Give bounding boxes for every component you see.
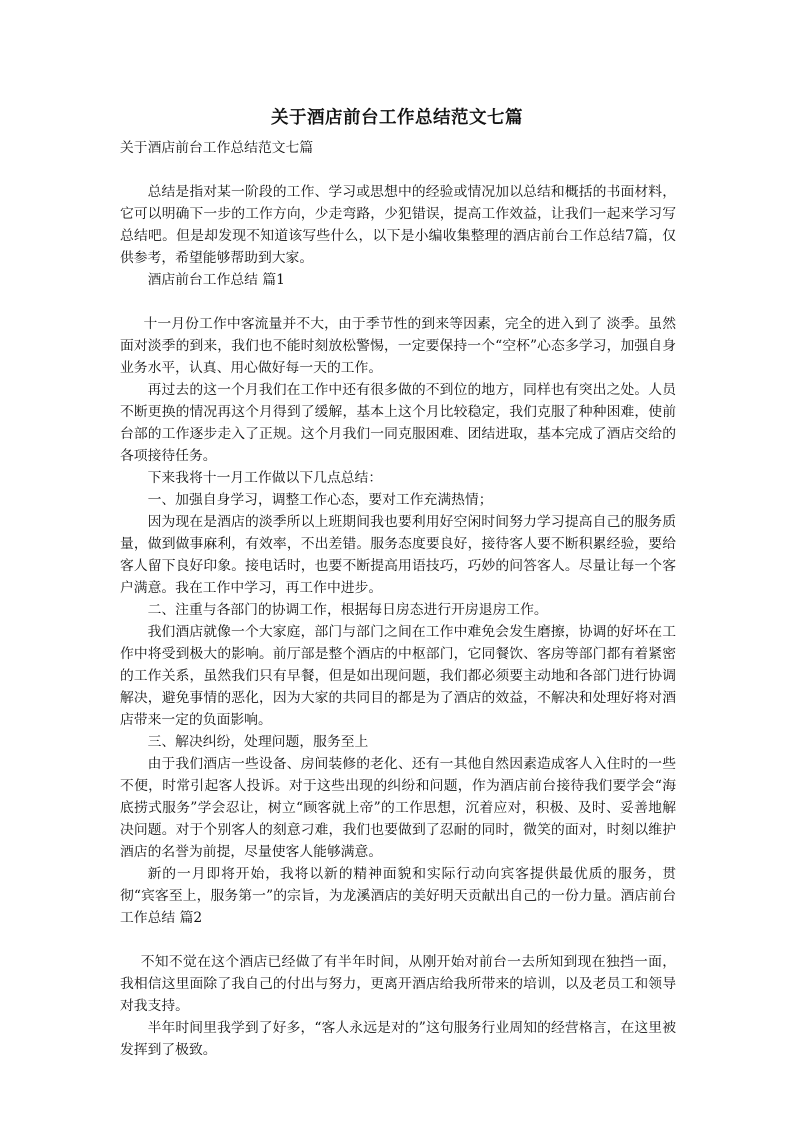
paragraph-intro: 总结是指对某一阶段的工作、学习或思想中的经验或情况加以总结和概括的书面材料，它可以明确下一步的工作方向，少走弯路，少犯错误，提高工作效益，让我们一起来学习写总结吧。但是却发现不知道该写些什么，以下是小编收集整理的酒店前台工作总结7篇，仅供参考，希望能够帮助到大家。 [120, 184, 676, 266]
paragraph: 半年时间里我学到了好多，“客人永远是对的”这句服务行业周知的经营格言，在这里被发挥到了极致。 [120, 1020, 676, 1058]
paragraph: 不知不觉在这个酒店已经做了有半年时间，从刚开始对前台一去所知到现在独挡一面，我相信这里面除了我自己的付出与努力，更离开酒店给我所带来的培训，以及老员工和领导对我支持。 [120, 954, 676, 1014]
document-title: 关于酒店前台工作总结范文七篇 [271, 108, 523, 128]
paragraph: 再过去的这一个月我们在工作中还有很多做的不到位的地方，同样也有突出之处。人员不断更换的情况再这个月得到了缓解，基本上这个月比较稳定，我们克服了种种困难，使前台部的工作逐步走入了正规。这个月我们一同克服困难、团结进取，基本完成了酒店交给的各项接待任务。 [120, 382, 676, 464]
point-heading-1: 一、加强自身学习，调整工作心态，要对工作充满热情； [147, 492, 493, 508]
blank-line [120, 929, 676, 951]
paragraph: 由于我们酒店一些设备、房间装修的老化、还有一其他自然因素造成客人入住时的一些不便，时常引起客人投诉。对于这些出现的纠纷和问题，作为酒店前台接待我们要学会“海底捞式服务”学会忍让，树立“顾客就上帝”的工作思想，沉着应对，积极、及时、妥善地解决问题。对于个别客人的刻意刁难，我们也要做到了忍耐的同时，微笑的面对，时刻以维护酒店的名誉为前提，尽量使客人能够满意。 [120, 756, 676, 860]
point-heading-3: 三、解决纠纷，处理问题，服务至上 [147, 734, 369, 750]
document-subtitle: 关于酒店前台工作总结范文七篇 [120, 140, 314, 156]
document-body [120, 137, 676, 1061]
paragraph: 十一月份工作中客流量并不大，由于季节性的到来等因素，完全的进入到了 淡季。虽然面对淡季的到来，我们也不能时刻放松警惕，一定要保持一个“空杯”心态多学习，加强自身业务水平，认真、用心做好每一天的工作。 [120, 316, 676, 376]
paragraph: 下来我将十一月工作做以下几点总结： [147, 470, 383, 486]
paragraph: 新的一月即将开始，我将以新的精神面貌和实际行动向宾客提供最优质的服务，贯彻“宾客至上，服务第一”的宗旨，为龙溪酒店的美好明天贡献出自己的一份力量。酒店前台工作总结 篇2 [120, 866, 676, 926]
point-heading-2: 二、注重与各部门的协调工作，根据每日房态进行开房退房工作。 [147, 602, 548, 618]
section-heading-1: 酒店前台工作总结 篇1 [147, 272, 285, 288]
paragraph: 我们酒店就像一个大家庭，部门与部门之间在工作中难免会发生磨擦，协调的好坏在工作中将受到极大的影响。前厅部是整个酒店的中枢部门，它同餐饮、客房等部门都有着紧密的工作关系，虽然我们只有早餐，但是如出现问题，我们都必须要主动地和各部门进行协调解决，避免事情的恶化，因为大家的共同目的都是为了酒店的效益，不解决和处理好将对酒店带来一定的负面影响。 [120, 624, 676, 728]
blank-line [120, 291, 676, 313]
paragraph: 因为现在是酒店的淡季所以上班期间我也要利用好空闲时间努力学习提高自己的服务质量，做到做事麻利，有效率，不出差错。服务态度要良好，接待客人要不断积累经验，要给客人留下良好印象。接电话时，也要不断提高用语技巧，巧妙的问答客人。尽量让每一个客户满意。我在工作中学习，再工作中进步。 [120, 514, 676, 596]
